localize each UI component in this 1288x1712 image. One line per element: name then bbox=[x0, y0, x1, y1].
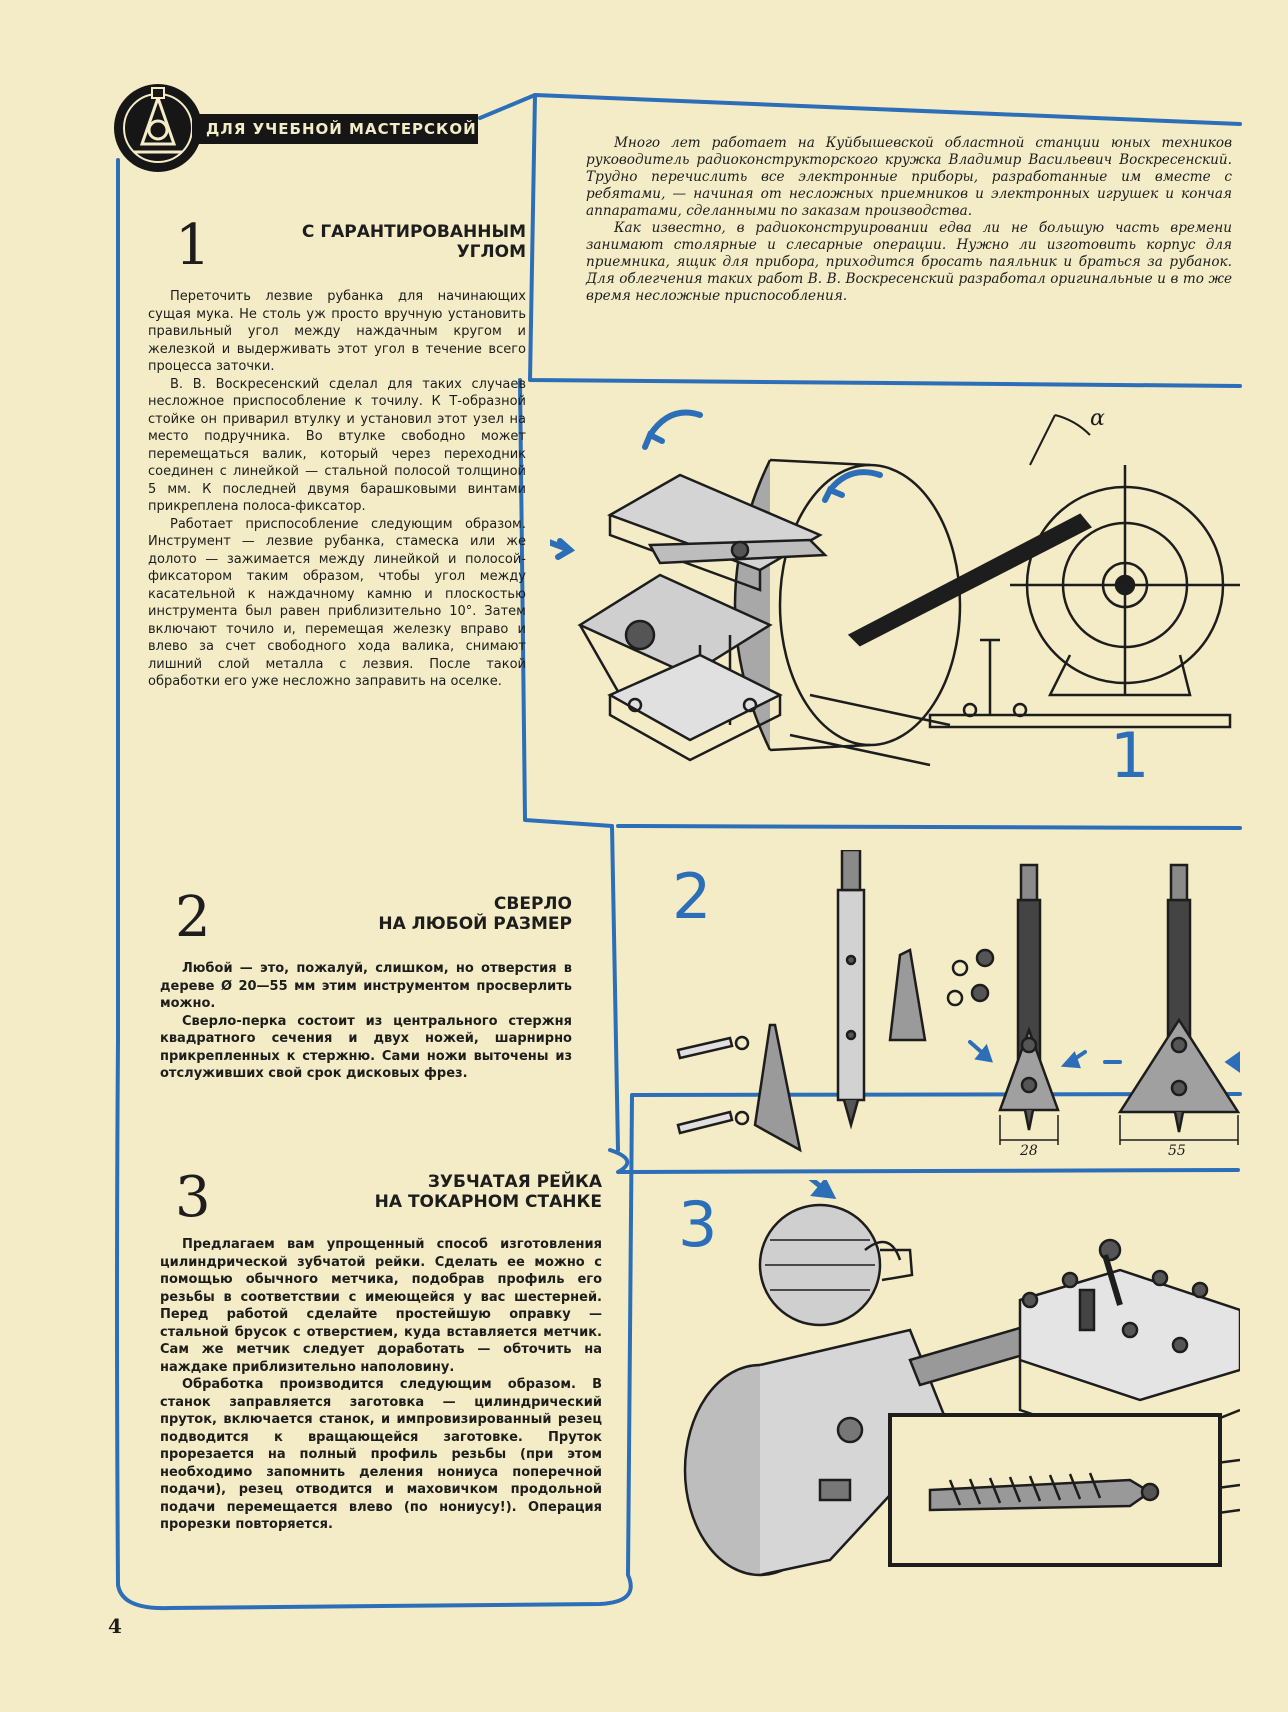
paragraph: Работает приспособление следующим образом. Инструмент — лезвие рубанка, стамеска или же долото — зажимается между линейкой и полосой-фиксатором таким образом, чтобы угол между касательной к наждачному камню и плоскостью инструмента был равен приблизительно 10°. Затем включают точило и, перемещая железку вправо и влево за счет свободного хода валика, снимают лишний слой металла с лезвия. После такой обработки его уже несложно заправить на оселке. bbox=[148, 516, 526, 689]
section-title bbox=[330, 894, 572, 934]
section-body bbox=[160, 960, 572, 1083]
section-title-line: НА ЛЮБОЙ РАЗМЕР bbox=[378, 914, 572, 934]
figure-number: 3 bbox=[678, 1188, 718, 1261]
figure-number: 2 bbox=[672, 860, 712, 933]
angle-label: α bbox=[1090, 406, 1105, 431]
figure-3-lathe-rack-cutting bbox=[650, 1180, 1240, 1590]
intro-text bbox=[586, 135, 1232, 305]
section-title-line: ЗУБЧАТАЯ РЕЙКА bbox=[427, 1172, 602, 1192]
section-body bbox=[148, 288, 526, 691]
dimension-label: 28 bbox=[1020, 1143, 1038, 1155]
paragraph: Сверло-перка состоит из центрального стержня квадратного сечения и двух ножей, шарнирно прикрепленных к стержню. Сами ножи выточены из отслуживших свой срок дисковых фрез. bbox=[160, 1013, 572, 1081]
paragraph: Переточить лезвие рубанка для начинающих сущая мука. Не столь уж просто вручную установить правильный угол между наждачным кругом и железкой и выдерживать этот угол в течение всего процесса заточки. bbox=[148, 289, 526, 374]
page-number: 4 bbox=[108, 1614, 122, 1638]
section-title-line: С ГАРАНТИРОВАННЫМ bbox=[301, 222, 526, 242]
section-number: 2 bbox=[175, 885, 211, 950]
paragraph: Обработка производится следующим образом. В станок заправляется заготовка — цилиндрический пруток, включается станок, и импровизированный резец подводится к вращающейся заготовке. Пруток прорезается на полный профиль резьбы (при этом необходимо запомнить деления нониуса поперечной подачи), резец отводится и маховичком продольной подачи перемещается влево (по нониусу!). Операция прорезки повторяется. bbox=[160, 1377, 602, 1532]
paragraph: Предлагаем вам упрощенный способ изготовления цилиндрической зубчатой рейки. Сделать ее можно с помощью обычного метчика, подобрав профиль его резьбы в соответствии с имеющейся у вас шестерней. Перед работой сделайте простейшую оправку — стальной брусок с отверстием, куда вставляется метчик. Сам же метчик следует доработать — обточить на наждаке приблизительно наполовину. bbox=[160, 1237, 602, 1375]
section-number: 3 bbox=[175, 1165, 211, 1230]
section-title-line: УГЛОМ bbox=[456, 242, 526, 262]
paragraph: В. В. Воскресенский сделал для таких случаев несложное приспособление к точилу. К Т-образной стойке он приварил втулку и установил этот узел на место подручника. Во втулке свободно может перемещаться валик, который через переходник соединен с линейкой — стальной полосой толщиной 5 мм. К последней двумя барашковыми винтами прикреплена полоса-фиксатор. bbox=[148, 376, 526, 514]
club-emblem-logo bbox=[112, 82, 204, 174]
paragraph: Любой — это, пожалуй, слишком, но отверстия в дереве Ø 20—55 мм этим инструментом просверлить можно. bbox=[160, 961, 572, 1011]
intro-paragraph: Много лет работает на Куйбышевской областной станции юных техников руководитель радиоконструкторского кружка Владимир Васильевич Воскресенский. Трудно перечислить все электронные приборы, разработанные им вместе с ребятами, — начиная от несложных приемников и электронных игрушек и кончая аппаратами, сделанными по заказам производства. bbox=[586, 135, 1232, 219]
section-title bbox=[250, 222, 526, 262]
figure-2-adjustable-drill bbox=[660, 850, 1240, 1155]
figure-number: 1 bbox=[1110, 719, 1150, 792]
section-title-line: НА ТОКАРНОМ СТАНКЕ bbox=[374, 1192, 602, 1212]
section-number: 1 bbox=[175, 213, 211, 278]
section-body bbox=[160, 1236, 602, 1534]
dimension-label: 55 bbox=[1168, 1143, 1186, 1155]
rubric-banner: ДЛЯ УЧЕБНОЙ МАСТЕРСКОЙ bbox=[192, 114, 478, 144]
section-title-line: СВЕРЛО bbox=[493, 894, 572, 914]
intro-paragraph: Как известно, в радиоконструировании едва ли не большую часть времени занимают столярные и слесарные операции. Нужно ли изготовить корпус для приемника, ящик для прибора, приходится бросать паяльник и браться за рубанок. Для облегчения таких работ В. В. Воскресенский разработал оригинальные и в то же время несложные приспособления. bbox=[586, 220, 1232, 304]
section-title bbox=[330, 1172, 602, 1212]
